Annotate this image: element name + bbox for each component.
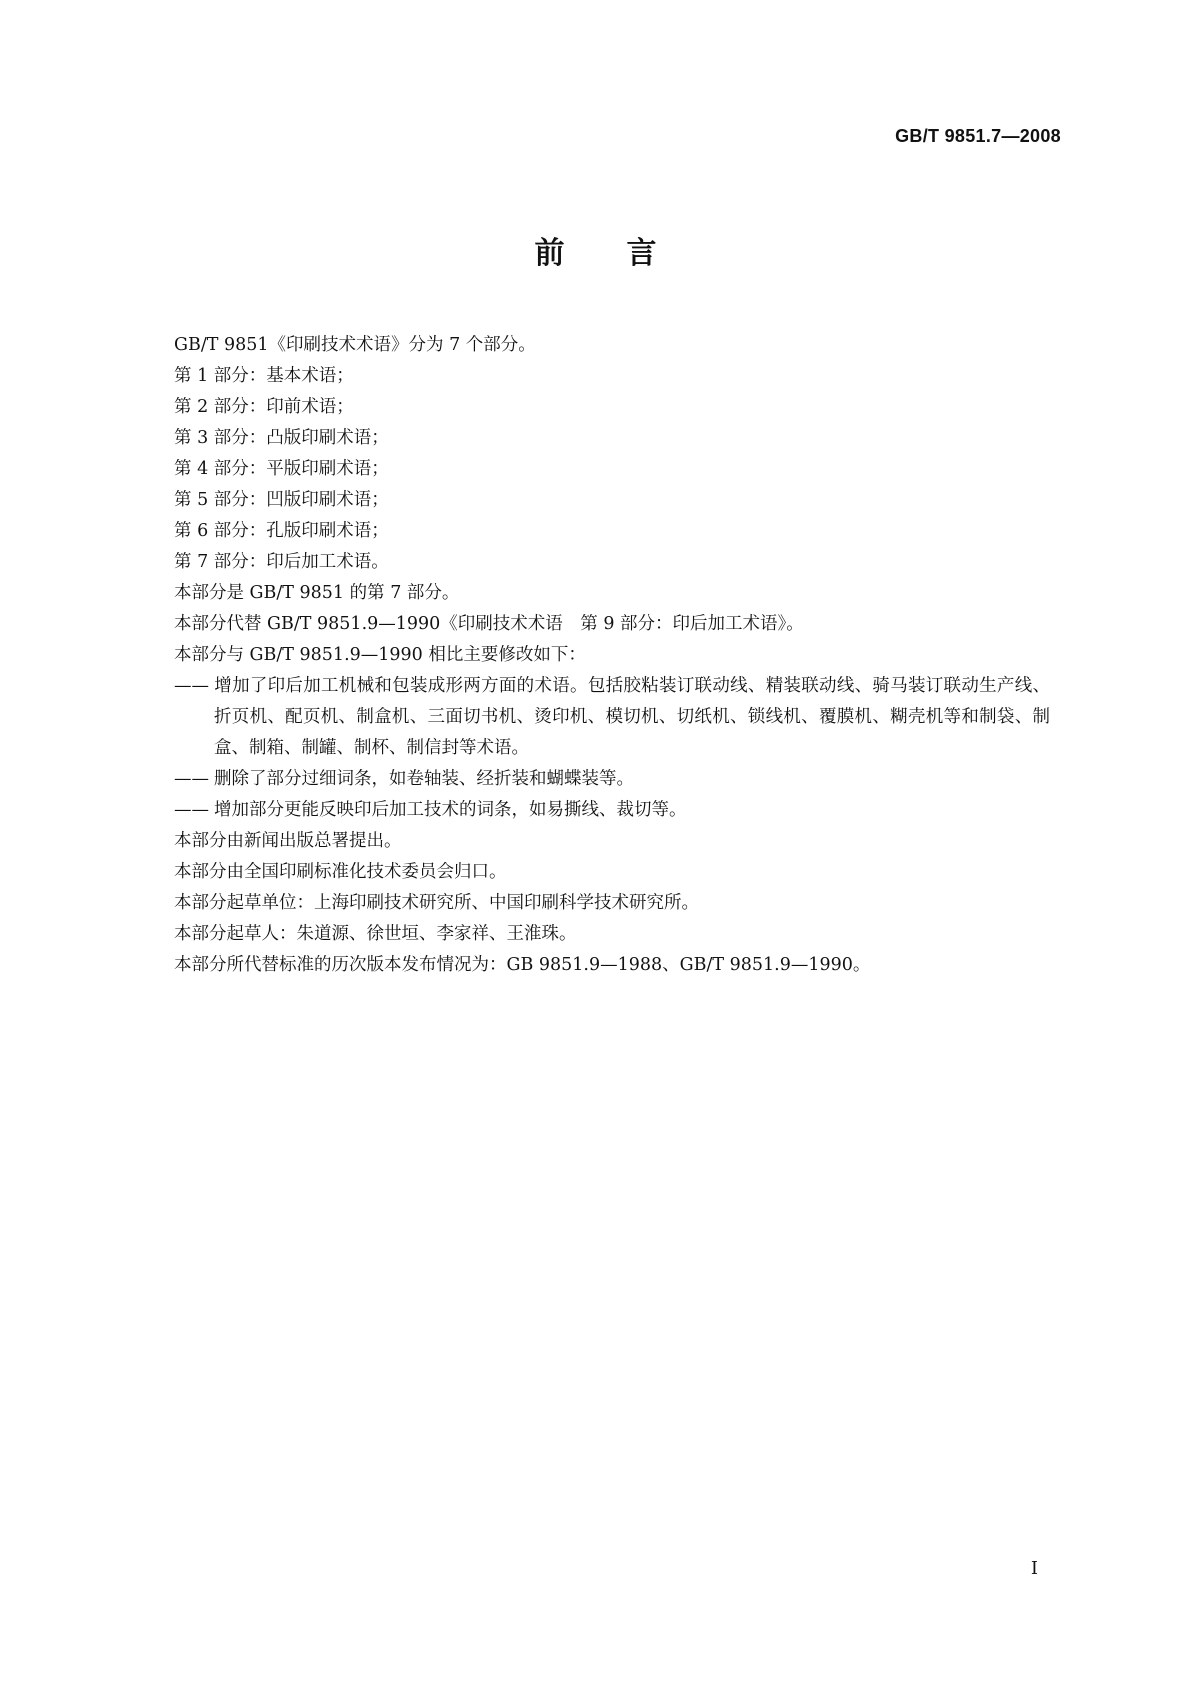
part-3-line: 第 3 部分：凸版印刷术语； [174, 428, 389, 448]
part-1-line: 第 1 部分：基本术语； [174, 366, 354, 386]
paragraph-under-jurisdiction: 本部分由全国印刷标准化技术委员会归口。 [174, 862, 507, 882]
paragraph-drafting-units: 本部分起草单位：上海印刷技术研究所、中国印刷科学技术研究所。 [174, 893, 699, 913]
change-item-text: 增加部分更能反映印后加工技术的词条，如易撕线、裁切等。 [214, 800, 687, 820]
change-item-text: 增加了印后加工机械和包装成形两方面的术语。包括胶粘装订联动线、精装联动线、骑马装订联动生产线、折页机、配页机、制盒机、三面切书机、烫印机、模切机、切纸机、锁线机、覆膜机、糊壳机等和制袋、制盒、制箱、制罐、制杯、制信封等术语。 [214, 676, 1050, 758]
part-5-line: 第 5 部分：凹版印刷术语； [174, 490, 389, 510]
paragraph-changes-intro: 本部分与 GB/T 9851.9—1990 相比主要修改如下： [174, 645, 586, 665]
paragraph-parts-intro: GB/T 9851《印刷技术术语》分为 7 个部分。 [174, 335, 536, 355]
dash-marker: —— [174, 676, 209, 696]
part-7-line: 第 7 部分：印后加工术语。 [174, 552, 389, 572]
paragraph-proposed-by: 本部分由新闻出版总署提出。 [174, 831, 402, 851]
change-item [174, 764, 1050, 795]
standard-code: GB/T 9851.7—2008 [895, 126, 1061, 146]
change-item [174, 795, 1050, 826]
page-number: I [1030, 1558, 1038, 1579]
part-2-line: 第 2 部分：印前术语； [174, 397, 354, 417]
foreword-body [174, 330, 1050, 981]
change-item-text: 删除了部分过细词条，如卷轴装、经折装和蝴蝶装等。 [214, 769, 634, 789]
dash-marker: —— [174, 800, 209, 820]
paragraph-replaces: 本部分代替 GB/T 9851.9—1990《印刷技术术语 第 9 部分：印后加工术语》。 [174, 614, 804, 634]
paragraph-this-part: 本部分是 GB/T 9851 的第 7 部分。 [174, 583, 460, 603]
paragraph-previous-editions: 本部分所代替标准的历次版本发布情况为：GB 9851.9—1988、GB/T 9851.9—1990。 [174, 955, 871, 975]
dash-marker: —— [174, 769, 209, 789]
paragraph-drafters: 本部分起草人：朱道源、徐世垣、李家祥、王淮珠。 [174, 924, 577, 944]
part-4-line: 第 4 部分：平版印刷术语； [174, 459, 389, 479]
part-6-line: 第 6 部分：孔版印刷术语； [174, 521, 389, 541]
page-title: 前言 [534, 236, 719, 271]
change-item [174, 671, 1050, 764]
